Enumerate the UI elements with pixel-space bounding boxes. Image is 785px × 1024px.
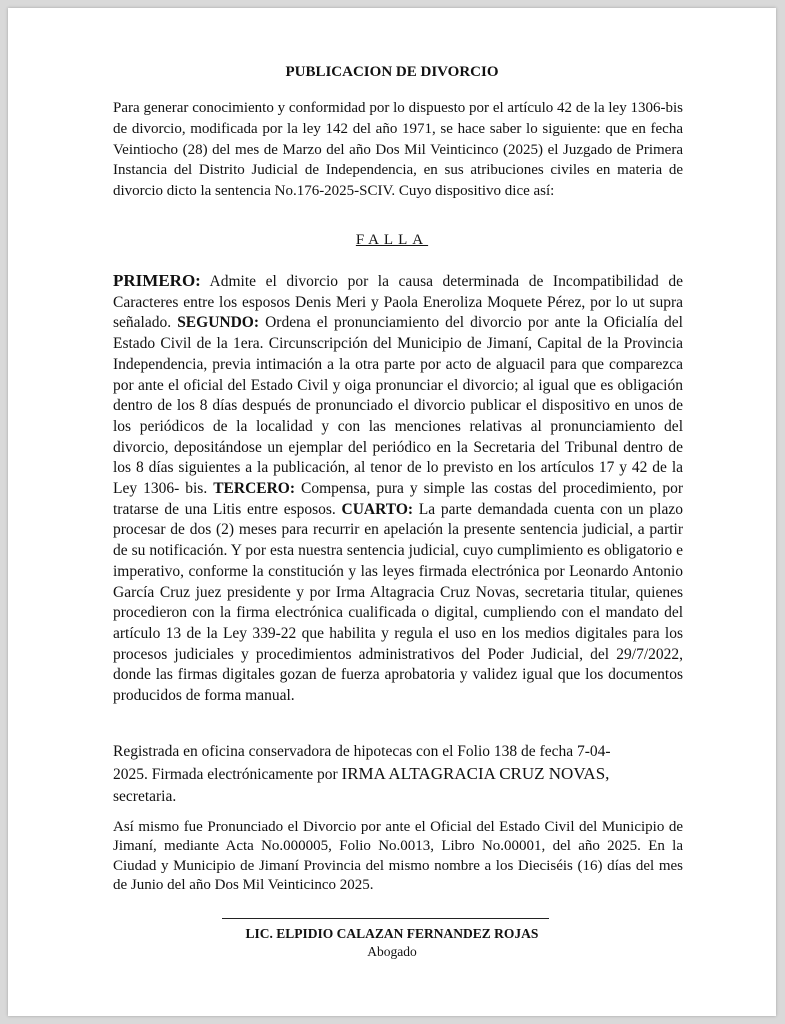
registration-signer-name: IRMA ALTAGRACIA CRUZ NOVAS, <box>341 764 610 783</box>
registration-line-1: Registrada en oficina conservadora de hipotecas con el Folio 138 de fecha 7-04- <box>113 743 611 760</box>
registration-paragraph <box>113 741 683 808</box>
registration-line-2 <box>113 763 683 786</box>
registration-line-3: secretaria. <box>113 788 177 805</box>
primero-text: Admite el divorcio por la causa determinada de Incompatibilidad de Caracteres entre los esposos Denis Meri y Paola Eneroliza Moquete Pérez, por lo ut supra señalado. <box>113 273 683 332</box>
segundo-text: Ordena el pronunciamiento del divorcio por ante la Oficialía del Estado Civil de la 1era. Circunscripción del Municipio de Jimaní, Capital de la Provincia Independencia, previa intimación a la otra parte por acto de alguacil para que comparezca por ante el oficial del Estado Civil y oiga pronunciar el divorcio; al igual que es obligación dentro de los 8 días después de pronunciado el divorcio publicar el dispositivo en unos de los periódicos de la localidad y con las menciones relativas al pronunciamiento del divorcio, depositándose un ejemplar del periódico en la Secretaria del Tribunal dentro de los 8 días siguientes a la publicación, al tenor de lo previsto en los artículos 17 y 42 de la Ley 1306- bis. <box>113 314 683 498</box>
closing-paragraph: Así mismo fue Pronunciado el Divorcio por ante el Oficial del Estado Civil del Municipio de Jimaní, mediante Acta No.000005, Folio No.0013, Libro No.00001, del año 2025. En la Ciudad y Municipio de Jimaní Provincia del mismo nombre a los Dieciséis (16) días del mes de Junio del año Dos Mil Veinticinco 2025. <box>113 819 683 894</box>
tercero-text: Compensa, pura y simple las costas del procedimiento, por tratarse de una Litis entre esposos. <box>113 480 683 518</box>
ruling-paragraph <box>113 271 683 707</box>
primero-label: PRIMERO: <box>113 271 201 290</box>
intro-paragraph: Para generar conocimiento y conformidad por lo dispuesto por el artículo 42 de la ley 1306-bis de divorcio, modificada por la ley 142 del año 1971, se hace saber lo siguiente: que en fecha Veintiocho (28) del mes de Marzo del año Dos Mil Veinticinco (2025) el Juzgado de Primera Instancia del Distrito Judicial de Independencia, en sus atribuciones civiles en materia de divorcio dicto la sentencia No.176-2025-SCIV. Cuyo dispositivo dice así: <box>113 100 683 200</box>
segundo-label: SEGUNDO: <box>177 314 260 332</box>
signature-line <box>222 918 549 919</box>
tercero-label: TERCERO: <box>213 480 296 498</box>
signature-name: LIC. ELPIDIO CALAZAN FERNANDEZ ROJAS <box>245 926 539 941</box>
document-title: PUBLICACION DE DIVORCIO <box>285 64 499 80</box>
signature-role: Abogado <box>367 944 417 959</box>
cuarto-label: CUARTO: <box>341 500 414 518</box>
document-page <box>8 8 776 1016</box>
cuarto-text: La parte demandada cuenta con un plazo procesar de dos (2) meses para recurrir en apelación la presente sentencia judicial, a partir de su notificación. Y por esta nuestra sentencia judicial, cuyo cumplimiento es obligatorio e imperativo, conforme la constitución y las leyes firmada electrónica por Leonardo Antonio García Cruz juez presidente y por Irma Altagracia Cruz Novas, secretaria titular, quienes procedieron con la firma electrónica cualificada o digital, cumpliendo con el mandato del artículo 13 de la Ley 339-22 que habilita y regula el uso en los medios digitales para los procesos judiciales y procedimientos administrativos del Poder Judicial, del 29/7/2022, donde las firmas digitales gozan de fuerza aprobatoria y validez igual que los documentos producidos de forma manual. <box>113 500 683 705</box>
registration-line-2-text: 2025. Firmada electrónicamente por <box>113 766 342 783</box>
falla-heading: FALLA <box>355 232 429 248</box>
